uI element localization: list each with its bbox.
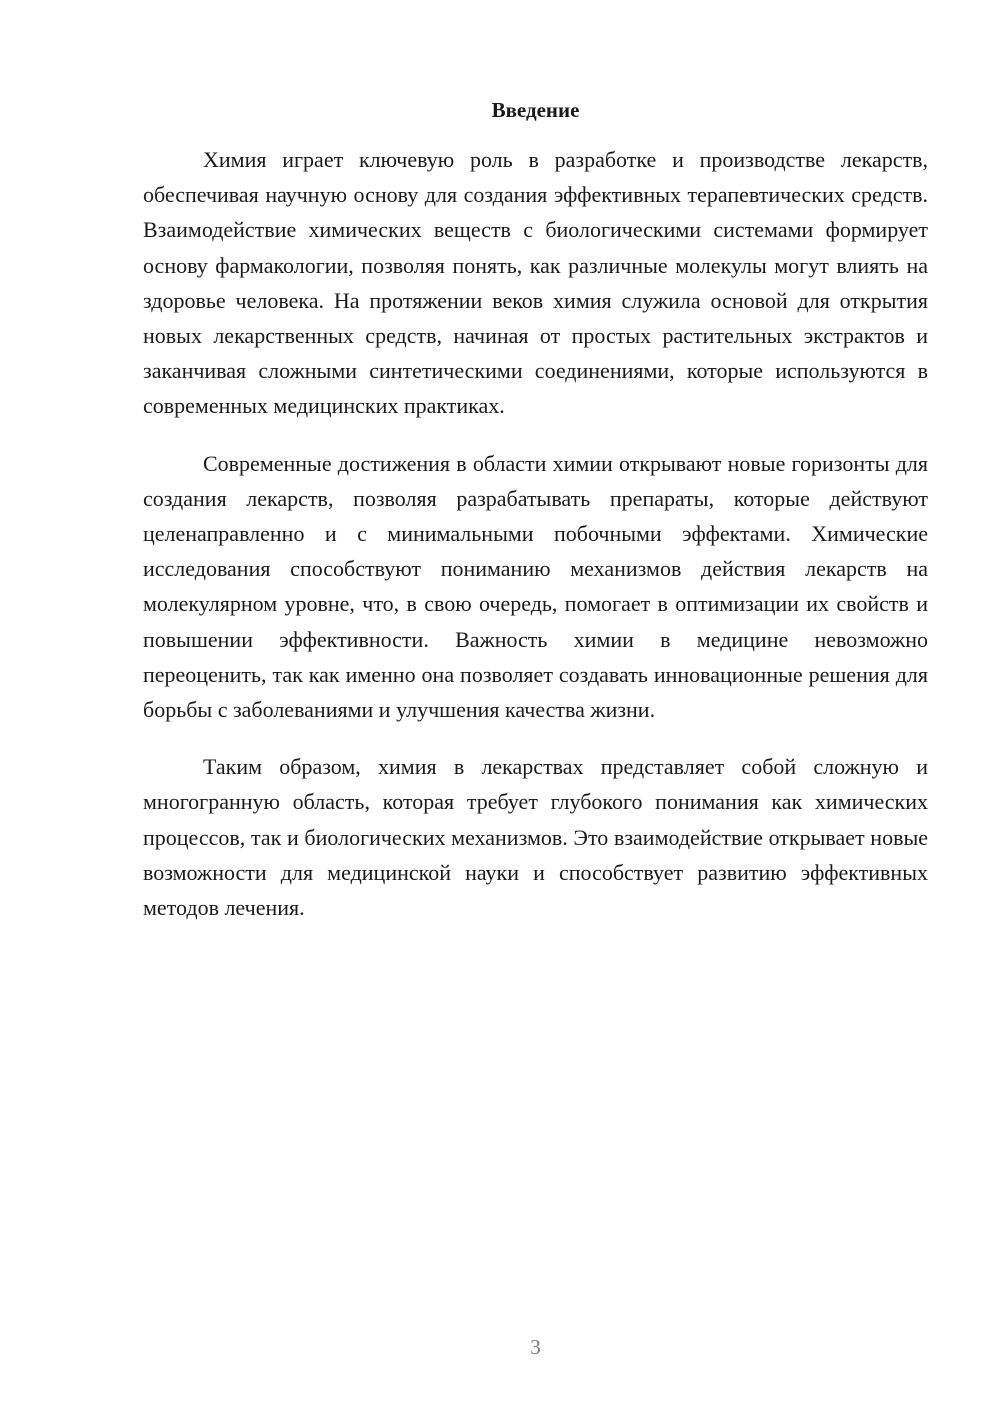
page-number: 3 (530, 1335, 541, 1359)
section-heading: Введение (491, 98, 580, 122)
paragraph-2: Современные достижения в области химии открывают новые горизонты для создания лекарств, позволяя разрабатывать препараты, которые действуют целенаправленно и с минимальными побочными эффектами. Химические исследования способствуют пониманию механизмов действия лекарств на молекулярном уровне, что, в свою очередь, помогает в оптимизации их свойств и повышении эффективности. Важность химии в медицине невозможно переоценить, так как именно она позволяет создавать инновационные решения для борьбы с заболеваниями и улучшения качества жизни. (143, 450, 928, 723)
paragraph-3: Таким образом, химия в лекарствах представляет собой сложную и многогранную область, которая требует глубокого понимания как химических процессов, так и биологических механизмов. Это взаимодействие открывает новые возможности для медицинской науки и способствует развитию эффективных методов лечения. (143, 754, 928, 921)
paragraph-1: Химия играет ключевую роль в разработке и производстве лекарств, обеспечивая научную основу для создания эффективных терапевтических средств. Взаимодействие химических веществ с биологическими системами формирует основу фармакологии, позволяя понять, как различные молекулы могут влиять на здоровье человека. На протяжении веков химия служила основой для открытия новых лекарственных средств, начиная от простых растительных экстрактов и заканчивая сложными синтетическими соединениями, которые используются в современных медицинских практиках. (143, 147, 928, 419)
body-text (143, 142, 928, 947)
